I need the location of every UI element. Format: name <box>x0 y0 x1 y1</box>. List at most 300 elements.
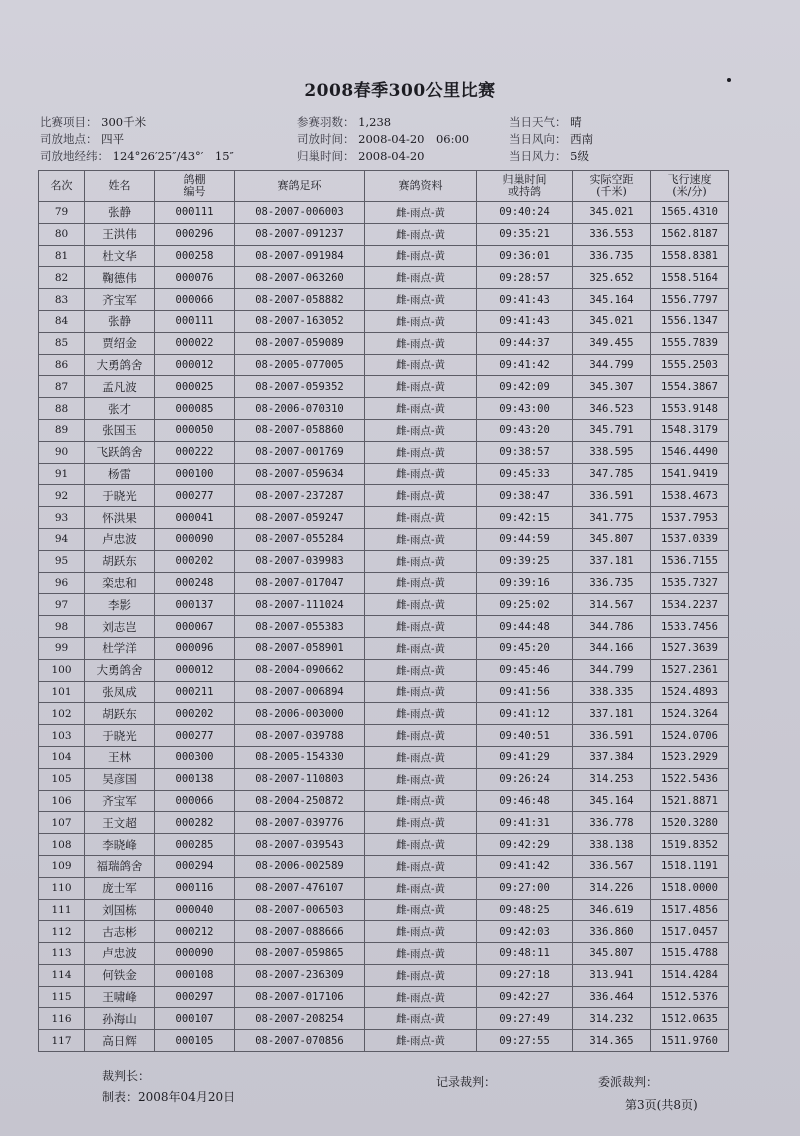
header-pigeon-info: 赛鸽资料 <box>365 171 477 202</box>
cell-speed: 1512.0635 <box>651 1008 729 1030</box>
cell-arrival-time: 09:42:29 <box>477 834 573 856</box>
cell-ring: 08-2007-001769 <box>235 441 365 463</box>
cell-ring: 08-2007-055284 <box>235 528 365 550</box>
cell-name: 王林 <box>85 746 155 768</box>
cell-ring: 08-2007-039543 <box>235 834 365 856</box>
cell-pigeon-info: 雌-雨点-黄 <box>365 223 477 245</box>
cell-loft: 000096 <box>155 637 235 659</box>
wind-force <box>509 148 589 164</box>
entry-count-label: 参赛羽数： <box>297 115 355 129</box>
cell-rank: 99 <box>39 637 85 659</box>
cell-speed: 1533.7456 <box>651 616 729 638</box>
cell-arrival-time: 09:42:15 <box>477 507 573 529</box>
cell-ring: 08-2007-017106 <box>235 986 365 1008</box>
wind-direction <box>509 131 593 147</box>
cell-ring: 08-2005-154330 <box>235 746 365 768</box>
cell-distance: 345.021 <box>573 202 651 224</box>
cell-arrival-time: 09:41:43 <box>477 289 573 311</box>
cell-ring: 08-2007-059247 <box>235 507 365 529</box>
cell-loft: 000111 <box>155 202 235 224</box>
cell-ring: 08-2007-059089 <box>235 332 365 354</box>
cell-ring: 08-2007-091237 <box>235 223 365 245</box>
cell-name: 齐宝军 <box>85 790 155 812</box>
cell-rank: 103 <box>39 725 85 747</box>
cell-speed: 1565.4310 <box>651 202 729 224</box>
cell-distance: 336.464 <box>573 986 651 1008</box>
cell-loft: 000090 <box>155 943 235 965</box>
cell-arrival-time: 09:39:25 <box>477 550 573 572</box>
cell-arrival-time: 09:41:42 <box>477 855 573 877</box>
cell-rank: 111 <box>39 899 85 921</box>
cell-name: 孟凡波 <box>85 376 155 398</box>
cell-arrival-time: 09:41:42 <box>477 354 573 376</box>
cell-loft: 000108 <box>155 964 235 986</box>
cell-distance: 336.735 <box>573 245 651 267</box>
cell-distance: 314.365 <box>573 1030 651 1052</box>
table-header-row <box>39 171 729 202</box>
cell-arrival-time: 09:39:16 <box>477 572 573 594</box>
cell-arrival-time: 09:26:24 <box>477 768 573 790</box>
cell-ring: 08-2007-058882 <box>235 289 365 311</box>
table-row <box>39 332 729 354</box>
cell-name: 大勇鸽舍 <box>85 659 155 681</box>
cell-speed: 1534.2237 <box>651 594 729 616</box>
cell-rank: 80 <box>39 223 85 245</box>
cell-loft: 000282 <box>155 812 235 834</box>
cell-speed: 1554.3867 <box>651 376 729 398</box>
page-number: 第3页(共8页) <box>625 1098 698 1112</box>
cell-rank: 106 <box>39 790 85 812</box>
table-row <box>39 746 729 768</box>
table-row <box>39 267 729 289</box>
cell-pigeon-info: 雌-雨点-黄 <box>365 899 477 921</box>
cell-ring: 08-2007-208254 <box>235 1008 365 1030</box>
cell-loft: 000296 <box>155 223 235 245</box>
header-distance: 实际空距 (千米) <box>573 171 651 202</box>
cell-distance: 344.799 <box>573 354 651 376</box>
cell-speed: 1512.5376 <box>651 986 729 1008</box>
cell-speed: 1558.8381 <box>651 245 729 267</box>
cell-rank: 88 <box>39 398 85 420</box>
cell-rank: 96 <box>39 572 85 594</box>
cell-rank: 116 <box>39 1008 85 1030</box>
cell-name: 于晓光 <box>85 725 155 747</box>
weather <box>509 114 582 130</box>
table-row <box>39 1030 729 1052</box>
cell-arrival-time: 09:44:48 <box>477 616 573 638</box>
cell-pigeon-info: 雌-雨点-黄 <box>365 1030 477 1052</box>
cell-distance: 337.181 <box>573 550 651 572</box>
cell-ring: 08-2007-236309 <box>235 964 365 986</box>
cell-speed: 1521.8871 <box>651 790 729 812</box>
cell-ring: 08-2007-006503 <box>235 899 365 921</box>
race-project-value: 300千米 <box>101 115 147 129</box>
cell-arrival-time: 09:48:25 <box>477 899 573 921</box>
cell-speed: 1527.2361 <box>651 659 729 681</box>
cell-arrival-time: 09:45:46 <box>477 659 573 681</box>
table-row <box>39 289 729 311</box>
cell-pigeon-info: 雌-雨点-黄 <box>365 507 477 529</box>
cell-name: 卢忠波 <box>85 943 155 965</box>
cell-name: 卢忠波 <box>85 528 155 550</box>
table-row <box>39 202 729 224</box>
cell-pigeon-info: 雌-雨点-黄 <box>365 746 477 768</box>
table-row <box>39 659 729 681</box>
release-coords-label: 司放地经纬： <box>40 149 109 163</box>
cell-loft: 000085 <box>155 398 235 420</box>
cell-loft: 000211 <box>155 681 235 703</box>
table-row <box>39 376 729 398</box>
cell-name: 庞士军 <box>85 877 155 899</box>
cell-distance: 314.226 <box>573 877 651 899</box>
table-row <box>39 245 729 267</box>
cell-pigeon-info: 雌-雨点-黄 <box>365 245 477 267</box>
table-row <box>39 419 729 441</box>
cell-arrival-time: 09:41:56 <box>477 681 573 703</box>
cell-arrival-time: 09:38:57 <box>477 441 573 463</box>
table-row <box>39 485 729 507</box>
cell-rank: 114 <box>39 964 85 986</box>
cell-distance: 336.860 <box>573 921 651 943</box>
cell-speed: 1555.2503 <box>651 354 729 376</box>
cell-arrival-time: 09:41:31 <box>477 812 573 834</box>
cell-ring: 08-2007-088666 <box>235 921 365 943</box>
table-row <box>39 441 729 463</box>
cell-speed: 1558.5164 <box>651 267 729 289</box>
table-row <box>39 943 729 965</box>
cell-rank: 97 <box>39 594 85 616</box>
cell-rank: 83 <box>39 289 85 311</box>
ink-dot-mark <box>727 78 731 82</box>
cell-name: 杨雷 <box>85 463 155 485</box>
cell-rank: 105 <box>39 768 85 790</box>
cell-name: 李晓峰 <box>85 834 155 856</box>
cell-distance: 314.567 <box>573 594 651 616</box>
page-title: 2008春季300公里比赛 <box>304 81 496 101</box>
cell-ring: 08-2007-059352 <box>235 376 365 398</box>
cell-pigeon-info: 雌-雨点-黄 <box>365 681 477 703</box>
table-row <box>39 877 729 899</box>
cell-speed: 1546.4490 <box>651 441 729 463</box>
cell-name: 福瑞鸽舍 <box>85 855 155 877</box>
cell-loft: 000300 <box>155 746 235 768</box>
cell-arrival-time: 09:43:00 <box>477 398 573 420</box>
cell-ring: 08-2004-250872 <box>235 790 365 812</box>
table-row <box>39 637 729 659</box>
cell-pigeon-info: 雌-雨点-黄 <box>365 419 477 441</box>
cell-ring: 08-2007-006003 <box>235 202 365 224</box>
cell-rank: 95 <box>39 550 85 572</box>
cell-loft: 000067 <box>155 616 235 638</box>
cell-rank: 94 <box>39 528 85 550</box>
cell-speed: 1541.9419 <box>651 463 729 485</box>
cell-speed: 1524.0706 <box>651 725 729 747</box>
cell-distance: 314.232 <box>573 1008 651 1030</box>
cell-loft: 000066 <box>155 790 235 812</box>
cell-distance: 345.164 <box>573 790 651 812</box>
referee-label: 裁判长： <box>102 1069 151 1083</box>
cell-pigeon-info: 雌-雨点-黄 <box>365 812 477 834</box>
cell-pigeon-info: 雌-雨点-黄 <box>365 637 477 659</box>
cell-speed: 1514.4284 <box>651 964 729 986</box>
cell-loft: 000090 <box>155 528 235 550</box>
cell-name: 王文超 <box>85 812 155 834</box>
cell-ring: 08-2006-002589 <box>235 855 365 877</box>
cell-distance: 347.785 <box>573 463 651 485</box>
release-place-value: 四平 <box>101 132 125 146</box>
cell-name: 刘国栋 <box>85 899 155 921</box>
cell-ring: 08-2007-055383 <box>235 616 365 638</box>
race-project-label: 比赛项目： <box>40 115 98 129</box>
cell-loft: 000105 <box>155 1030 235 1052</box>
cell-name: 于晓光 <box>85 485 155 507</box>
cell-ring: 08-2007-163052 <box>235 310 365 332</box>
cell-name: 刘志岂 <box>85 616 155 638</box>
cell-distance: 341.775 <box>573 507 651 529</box>
cell-pigeon-info: 雌-雨点-黄 <box>365 594 477 616</box>
cell-arrival-time: 09:42:27 <box>477 986 573 1008</box>
cell-rank: 101 <box>39 681 85 703</box>
table-body <box>39 202 729 1052</box>
cell-pigeon-info: 雌-雨点-黄 <box>365 463 477 485</box>
table-row <box>39 725 729 747</box>
cell-arrival-time: 09:41:12 <box>477 703 573 725</box>
cell-distance: 344.786 <box>573 616 651 638</box>
cell-pigeon-info: 雌-雨点-黄 <box>365 528 477 550</box>
cell-arrival-time: 09:27:55 <box>477 1030 573 1052</box>
cell-arrival-time: 09:28:57 <box>477 267 573 289</box>
cell-ring: 08-2007-237287 <box>235 485 365 507</box>
table-row <box>39 681 729 703</box>
return-time-label: 归巢时间： <box>297 149 355 163</box>
return-time <box>297 148 424 164</box>
table-row <box>39 812 729 834</box>
cell-pigeon-info: 雌-雨点-黄 <box>365 768 477 790</box>
cell-name: 栾忠和 <box>85 572 155 594</box>
cell-pigeon-info: 雌-雨点-黄 <box>365 943 477 965</box>
cell-pigeon-info: 雌-雨点-黄 <box>365 398 477 420</box>
table-row <box>39 921 729 943</box>
release-coords <box>40 148 234 164</box>
cell-distance: 337.181 <box>573 703 651 725</box>
cell-speed: 1536.7155 <box>651 550 729 572</box>
cell-ring: 08-2007-476107 <box>235 877 365 899</box>
cell-speed: 1562.8187 <box>651 223 729 245</box>
cell-loft: 000116 <box>155 877 235 899</box>
cell-name: 齐宝军 <box>85 289 155 311</box>
cell-name: 飞跃鸽舍 <box>85 441 155 463</box>
cell-speed: 1519.8352 <box>651 834 729 856</box>
cell-name: 李影 <box>85 594 155 616</box>
cell-distance: 325.652 <box>573 267 651 289</box>
table-row <box>39 528 729 550</box>
cell-loft: 000111 <box>155 310 235 332</box>
cell-name: 张静 <box>85 310 155 332</box>
cell-rank: 108 <box>39 834 85 856</box>
cell-rank: 86 <box>39 354 85 376</box>
cell-rank: 115 <box>39 986 85 1008</box>
table-row <box>39 616 729 638</box>
cell-distance: 337.384 <box>573 746 651 768</box>
cell-name: 王洪伟 <box>85 223 155 245</box>
cell-distance: 338.335 <box>573 681 651 703</box>
cell-arrival-time: 09:40:24 <box>477 202 573 224</box>
cell-pigeon-info: 雌-雨点-黄 <box>365 485 477 507</box>
cell-speed: 1515.4788 <box>651 943 729 965</box>
cell-speed: 1537.0339 <box>651 528 729 550</box>
weather-value: 晴 <box>570 115 582 129</box>
cell-arrival-time: 09:35:21 <box>477 223 573 245</box>
cell-ring: 08-2007-039776 <box>235 812 365 834</box>
recorder-label: 记录裁判： <box>436 1075 497 1089</box>
cell-speed: 1523.2929 <box>651 746 729 768</box>
cell-rank: 104 <box>39 746 85 768</box>
header-speed: 飞行速度 (米/分) <box>651 171 729 202</box>
cell-name: 贾绍金 <box>85 332 155 354</box>
cell-loft: 000137 <box>155 594 235 616</box>
cell-pigeon-info: 雌-雨点-黄 <box>365 376 477 398</box>
cell-arrival-time: 09:43:20 <box>477 419 573 441</box>
cell-loft: 000050 <box>155 419 235 441</box>
cell-pigeon-info: 雌-雨点-黄 <box>365 354 477 376</box>
cell-rank: 109 <box>39 855 85 877</box>
table-row <box>39 572 729 594</box>
cell-loft: 000040 <box>155 899 235 921</box>
cell-rank: 84 <box>39 310 85 332</box>
cell-arrival-time: 09:42:03 <box>477 921 573 943</box>
table-row <box>39 790 729 812</box>
table-row <box>39 986 729 1008</box>
cell-rank: 79 <box>39 202 85 224</box>
cell-ring: 08-2007-110803 <box>235 768 365 790</box>
cell-rank: 91 <box>39 463 85 485</box>
cell-rank: 90 <box>39 441 85 463</box>
cell-pigeon-info: 雌-雨点-黄 <box>365 921 477 943</box>
cell-speed: 1535.7327 <box>651 572 729 594</box>
cell-distance: 338.138 <box>573 834 651 856</box>
cell-distance: 336.778 <box>573 812 651 834</box>
cell-loft: 000025 <box>155 376 235 398</box>
cell-pigeon-info: 雌-雨点-黄 <box>365 550 477 572</box>
cell-name: 吴彦国 <box>85 768 155 790</box>
cell-pigeon-info: 雌-雨点-黄 <box>365 725 477 747</box>
cell-name: 大勇鸽舍 <box>85 354 155 376</box>
release-time-value: 2008-04-20 06:00 <box>358 132 470 146</box>
cell-loft: 000012 <box>155 354 235 376</box>
cell-distance: 346.619 <box>573 899 651 921</box>
race-project <box>40 114 146 130</box>
cell-rank: 87 <box>39 376 85 398</box>
table-row <box>39 398 729 420</box>
cell-distance: 345.807 <box>573 943 651 965</box>
cell-distance: 346.523 <box>573 398 651 420</box>
cell-name: 张凤成 <box>85 681 155 703</box>
cell-ring: 08-2007-091984 <box>235 245 365 267</box>
cell-ring: 08-2007-039788 <box>235 725 365 747</box>
table-row <box>39 507 729 529</box>
header-arrival: 归巢时间 或持鸽 <box>477 171 573 202</box>
cell-ring: 08-2005-077005 <box>235 354 365 376</box>
table-row <box>39 768 729 790</box>
results-table <box>38 170 729 1052</box>
cell-speed: 1524.4893 <box>651 681 729 703</box>
table-row <box>39 310 729 332</box>
cell-distance: 313.941 <box>573 964 651 986</box>
cell-rank: 107 <box>39 812 85 834</box>
table-row <box>39 550 729 572</box>
cell-distance: 344.799 <box>573 659 651 681</box>
cell-pigeon-info: 雌-雨点-黄 <box>365 877 477 899</box>
table-row <box>39 964 729 986</box>
cell-loft: 000202 <box>155 703 235 725</box>
cell-distance: 336.553 <box>573 223 651 245</box>
cell-rank: 113 <box>39 943 85 965</box>
table-row <box>39 594 729 616</box>
cell-name: 张才 <box>85 398 155 420</box>
cell-loft: 000248 <box>155 572 235 594</box>
cell-loft: 000107 <box>155 1008 235 1030</box>
cell-pigeon-info: 雌-雨点-黄 <box>365 202 477 224</box>
cell-distance: 349.455 <box>573 332 651 354</box>
cell-pigeon-info: 雌-雨点-黄 <box>365 834 477 856</box>
cell-ring: 08-2007-039983 <box>235 550 365 572</box>
cell-ring: 08-2004-090662 <box>235 659 365 681</box>
cell-arrival-time: 09:42:09 <box>477 376 573 398</box>
cell-speed: 1555.7839 <box>651 332 729 354</box>
cell-arrival-time: 09:44:37 <box>477 332 573 354</box>
cell-name: 鞠德伟 <box>85 267 155 289</box>
weather-label: 当日天气： <box>509 115 567 129</box>
cell-rank: 102 <box>39 703 85 725</box>
cell-loft: 000297 <box>155 986 235 1008</box>
cell-distance: 345.164 <box>573 289 651 311</box>
cell-name: 张静 <box>85 202 155 224</box>
cell-name: 张国玉 <box>85 419 155 441</box>
cell-name: 王啸峰 <box>85 986 155 1008</box>
wind-direction-value: 西南 <box>570 132 594 146</box>
cell-ring: 08-2007-111024 <box>235 594 365 616</box>
cell-arrival-time: 09:46:48 <box>477 790 573 812</box>
cell-name: 杜学洋 <box>85 637 155 659</box>
release-place <box>40 131 124 147</box>
cell-ring: 08-2007-059865 <box>235 943 365 965</box>
cell-pigeon-info: 雌-雨点-黄 <box>365 703 477 725</box>
cell-rank: 117 <box>39 1030 85 1052</box>
cell-distance: 336.591 <box>573 725 651 747</box>
cell-speed: 1556.1347 <box>651 310 729 332</box>
cell-ring: 08-2007-059634 <box>235 463 365 485</box>
cell-distance: 345.807 <box>573 528 651 550</box>
cell-name: 怀洪果 <box>85 507 155 529</box>
cell-distance: 336.567 <box>573 855 651 877</box>
cell-speed: 1548.3179 <box>651 419 729 441</box>
cell-arrival-time: 09:45:20 <box>477 637 573 659</box>
cell-pigeon-info: 雌-雨点-黄 <box>365 289 477 311</box>
appointed-referee-label: 委派裁判： <box>598 1075 659 1089</box>
wind-force-label: 当日风力： <box>509 149 567 163</box>
cell-ring: 08-2007-006894 <box>235 681 365 703</box>
cell-rank: 81 <box>39 245 85 267</box>
wind-force-value: 5级 <box>570 149 589 163</box>
cell-pigeon-info: 雌-雨点-黄 <box>365 441 477 463</box>
cell-distance: 345.021 <box>573 310 651 332</box>
cell-name: 古志彬 <box>85 921 155 943</box>
cell-pigeon-info: 雌-雨点-黄 <box>365 659 477 681</box>
cell-distance: 345.791 <box>573 419 651 441</box>
cell-name: 何铁金 <box>85 964 155 986</box>
made-by <box>102 1088 235 1105</box>
cell-speed: 1537.7953 <box>651 507 729 529</box>
